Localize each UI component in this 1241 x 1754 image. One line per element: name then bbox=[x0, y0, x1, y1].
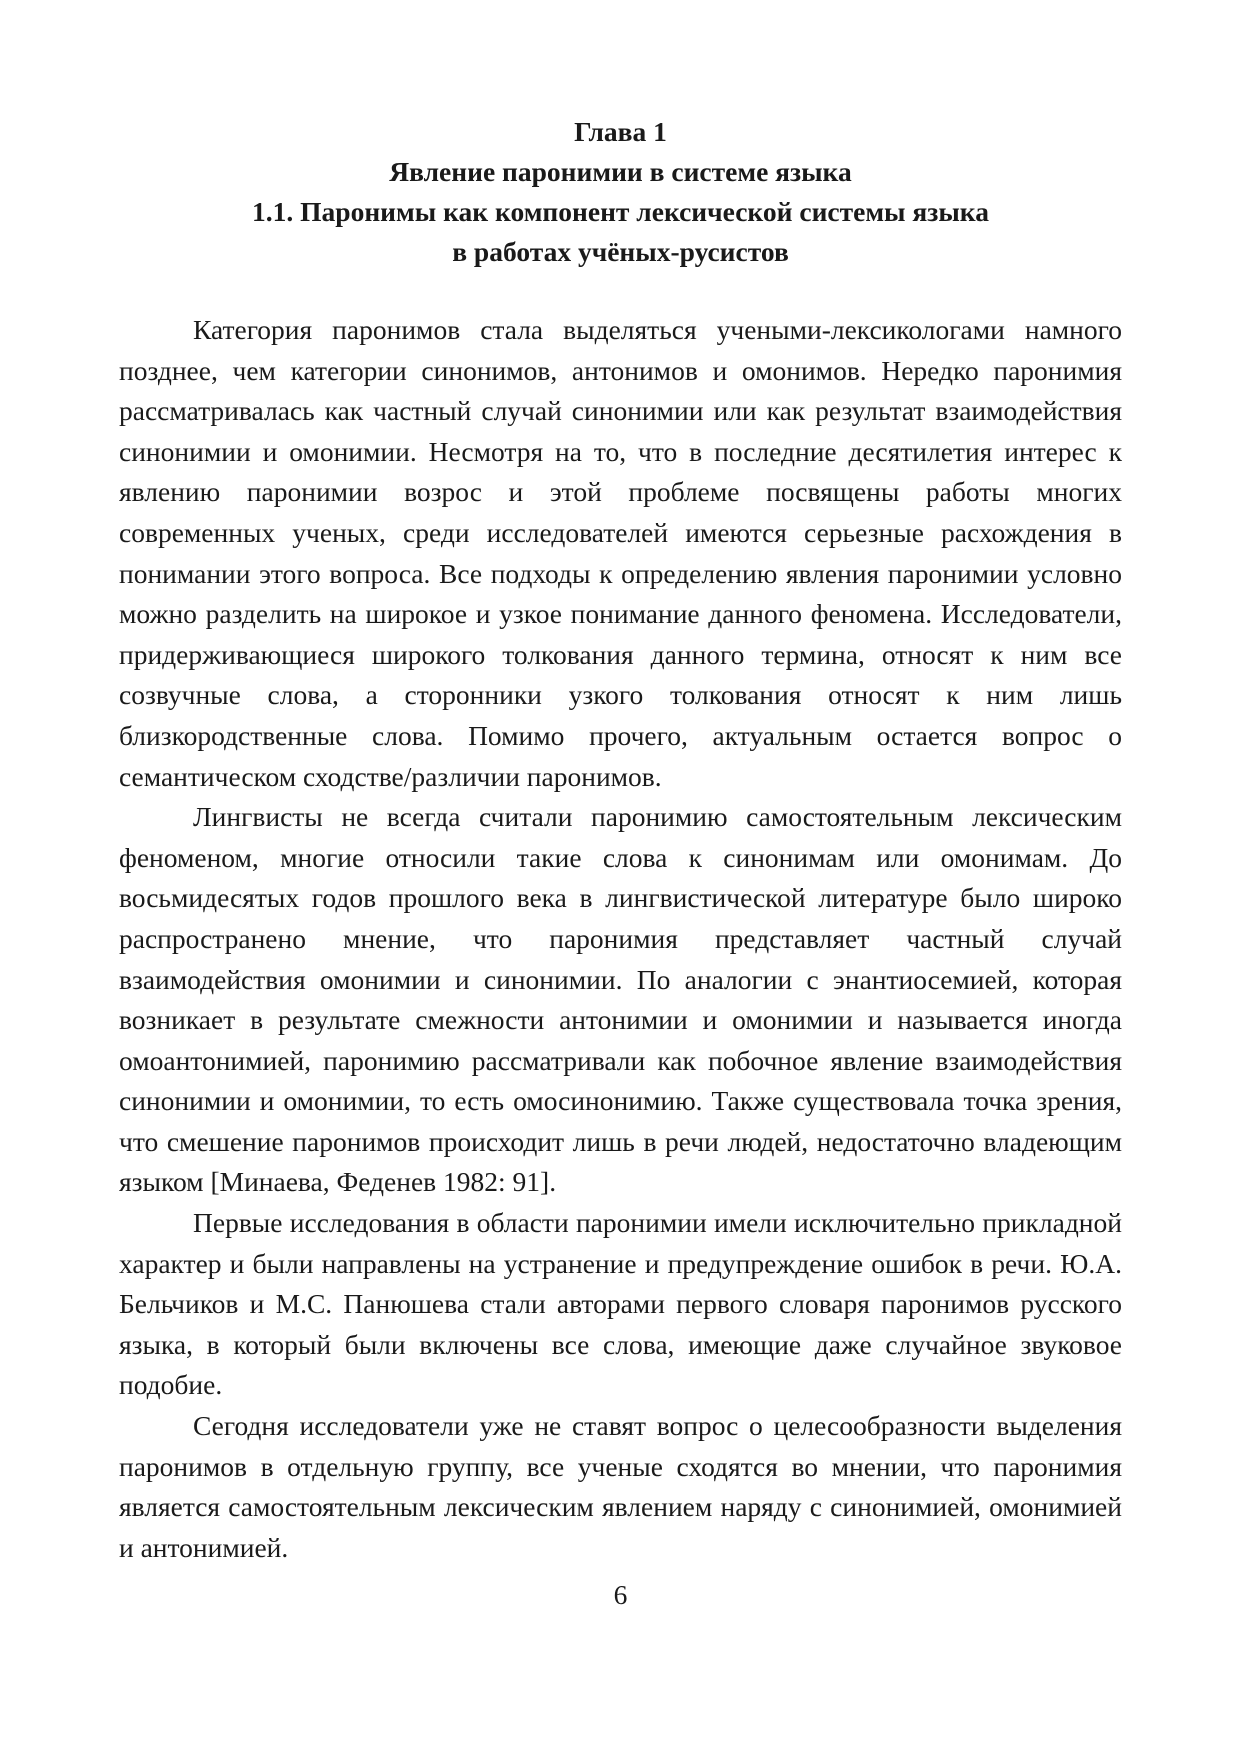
chapter-label: Глава 1 bbox=[574, 116, 667, 147]
page-number: 6 bbox=[613, 1579, 628, 1610]
paragraph: Лингвисты не всегда считали паронимию самостоятельным лексическим феноменом, многие относили такие слова к синонимам или омонимам. До восьмидесятых годов прошлого века в лингвистической литературе было широко распространено мнение, что паронимия представляет частный случай взаимодействия омонимии и синонимии. По аналогии с энантиосемией, которая возникает в результате смежности антонимии и омонимии и называется иногда омоантонимией, паронимию рассматривали как побочное явление взаимодействия синонимии и омонимии, то есть омосинонимию. Также существовала точка зрения, что смешение паронимов происходит лишь в речи людей, недостаточно владеющим языком [Минаева, Феденев 1982: 91]. bbox=[119, 801, 1122, 1198]
chapter-heading bbox=[119, 112, 1122, 272]
document-page bbox=[119, 112, 1122, 1568]
paragraph: Категория паронимов стала выделяться учеными-лексикологами намного позднее, чем категории синонимов, антонимов и омонимов. Нередко паронимия рассматривалась как частный случай синонимии или как результат взаимодействия синонимии и омонимии. Несмотря на то, что в последние десятилетия интерес к явлению паронимии возрос и этой проблеме посвящены работы многих современных ученых, среди исследователей имеются серьезные расхождения в понимании этого вопроса. Все подходы к определению явления паронимии условно можно разделить на широкое и узкое понимание данного феномена. Исследователи, придерживающиеся широкого толкования данного термина, относят к ним все созвучные слова, а сторонники узкого толкования относят к ним лишь близкородственные слова. Помимо прочего, актуальным остается вопрос о семантическом сходстве/различии паронимов. bbox=[119, 314, 1122, 792]
paragraph: Сегодня исследователи уже не ставят вопрос о целесообразности выделения паронимов в отдельную группу, все ученые сходятся во мнении, что паронимия является самостоятельным лексическим явлением наряду с синонимией, омонимией и антонимией. bbox=[119, 1410, 1122, 1563]
section-title-line-1: 1.1. Паронимы как компонент лексической системы языка bbox=[252, 196, 989, 227]
paragraph: Первые исследования в области паронимии имели исключительно прикладной характер и были направлены на устранение и предупреждение ошибок в речи. Ю.А. Бельчиков и М.С. Панюшева стали авторами первого словаря паронимов русского языка, в который были включены все слова, имеющие даже случайное звуковое подобие. bbox=[119, 1207, 1122, 1401]
chapter-title: Явление паронимии в системе языка bbox=[389, 156, 852, 187]
section-title-line-2: в работах учёных-русистов bbox=[452, 236, 789, 267]
